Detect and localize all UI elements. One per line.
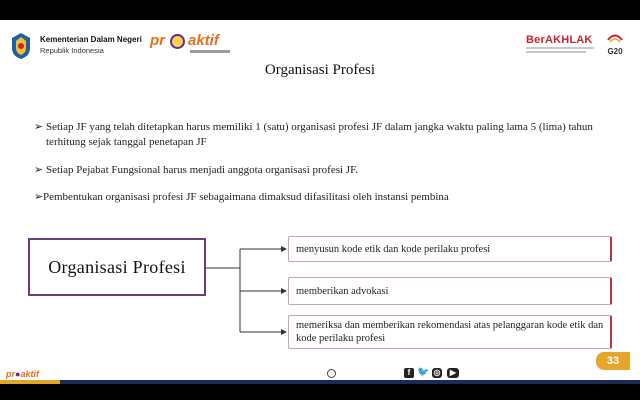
- bullet-arrow-icon: ➢: [34, 164, 44, 176]
- youtube-icon[interactable]: ▶: [447, 368, 459, 378]
- footer-proaktif-suffix: aktif: [20, 369, 39, 379]
- diagram-item-box: [288, 315, 612, 349]
- footer-proaktif-prefix: pr: [6, 369, 15, 379]
- instagram-icon[interactable]: ◎: [433, 368, 441, 377]
- slide-title: Organisasi Profesi: [264, 62, 376, 78]
- kemendagri-emblem-icon: [10, 32, 32, 60]
- proaktif-o-emblem-icon: [170, 34, 185, 49]
- bullet-text: Setiap JF yang telah ditetapkan harus memiliki 1 (satu) organisasi profesi JF dalam jangka waktu paling lama 5 (lima) tahun terhitung sejak tanggal penetapan JF: [46, 121, 593, 148]
- proaktif-logo: [150, 32, 236, 56]
- diagram-item-label: menyusun kode etik dan kode perilaku profesi: [296, 244, 491, 255]
- diagram-item-box: [288, 236, 612, 262]
- svg-text:G20: G20: [607, 47, 623, 56]
- berakhlak-logo: [526, 34, 594, 53]
- ministry-name-block: [40, 34, 142, 56]
- diagram-root-box: [28, 238, 206, 296]
- g20-logo-icon: [604, 30, 626, 58]
- page-number-badge: 33: [596, 352, 630, 370]
- ministry-name: Kementerian Dalam Negeri: [40, 35, 142, 44]
- bullet-arrow-icon: ➢: [34, 121, 44, 133]
- footer-proaktif-logo: [6, 369, 39, 379]
- globe-icon[interactable]: [327, 369, 336, 378]
- diagram-item-label: memberikan advokasi: [296, 286, 389, 297]
- bullet-text: Pembentukan organisasi profesi JF sebagaimana dimaksud difasilitasi oleh instansi pembina: [43, 191, 449, 203]
- country-name: Republik Indonesia: [40, 46, 104, 55]
- diagram-root-label: Organisasi Profesi: [48, 257, 186, 277]
- proaktif-tagline-bar: [190, 50, 230, 53]
- footer-gold-line: [0, 380, 60, 384]
- berakhlak-subtitle-line: [526, 47, 594, 49]
- twitter-icon[interactable]: 🐦: [417, 367, 430, 378]
- diagram-item-box: [288, 277, 612, 305]
- berakhlak-subtitle-line-2: [526, 51, 586, 53]
- bullet-arrow-icon: ➢: [34, 191, 44, 203]
- facebook-icon[interactable]: f: [404, 368, 414, 378]
- proaktif-logo-suffix: aktif: [188, 32, 219, 49]
- proaktif-logo-prefix: pr: [150, 32, 165, 49]
- berakhlak-wordmark: BerAKHLAK: [526, 34, 593, 46]
- footer-proaktif-o-icon: ●: [15, 369, 21, 379]
- footer-navy-line: [0, 380, 640, 384]
- bullet-text: Setiap Pejabat Fungsional harus menjadi anggota organisasi profesi JF.: [46, 164, 359, 176]
- diagram-item-label: memeriksa dan memberikan rekomendasi atas pelanggaran kode etik dan kode perilaku profesi: [296, 320, 604, 344]
